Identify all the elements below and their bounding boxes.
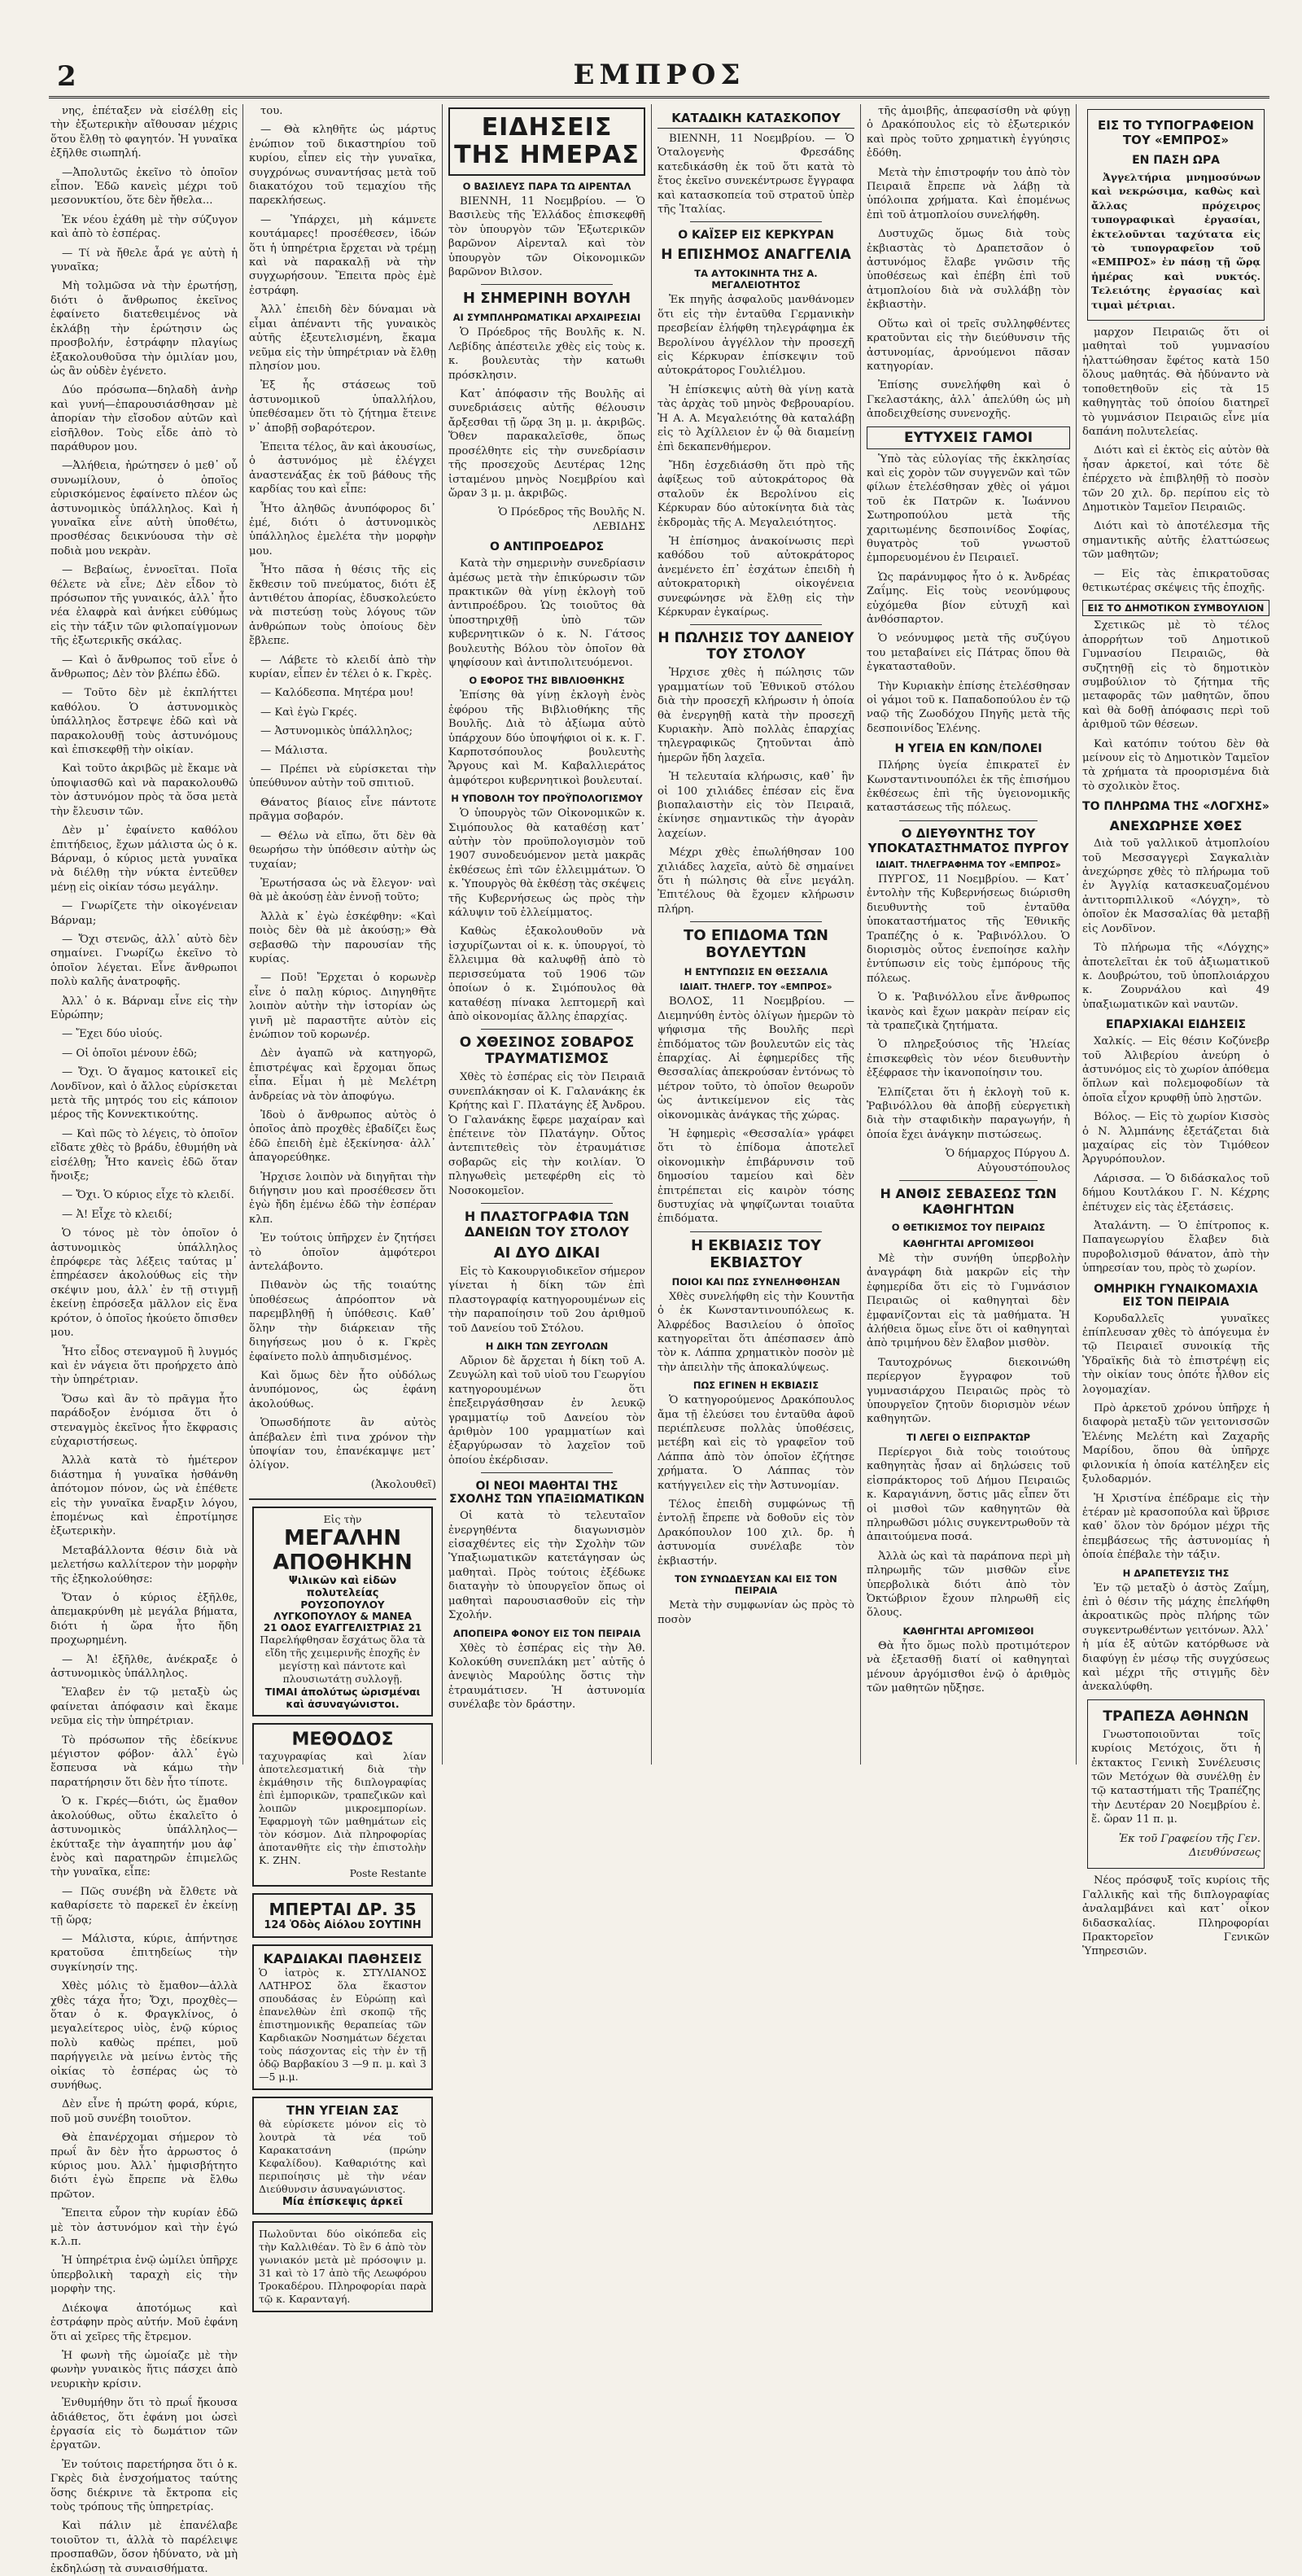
paragraph: Δύο πρόσωπα—δηλαδὴ ἀνὴρ καὶ γυνή—ἐπαρουσιάσθησαν μὲ ἀπορίαν τὴν εἴσοδον αὐτῶν καὶ εἰσῆλθον. Τοὺς εἶδε ἀπὸ τὸ παράθυρον μου. (50, 384, 238, 453)
column-1 (50, 104, 238, 2575)
paragraph: — Λάβετε τὸ κλειδί ἀπὸ τὴν κυρίαν, εἶπεν ἐν τέλει ὁ κ. Γκρὲς. (249, 654, 436, 681)
divider (690, 921, 822, 922)
paragraph: — Εἰς τὰς ἐπικρατοῦσας θετικωτέρας σκέψεις τῆς ἐποχῆς. (1082, 567, 1269, 594)
divider (899, 1180, 1038, 1181)
headline: Η ΠΛΑΣΤΟΓΡΑΦΙΑ ΤΩΝ ΔΑΝΕΙΩΝ ΤΟΥ ΣΤΟΛΟΥ (464, 1208, 630, 1240)
paragraph: Θάνατος βίαιος εἶνε πάντοτε πρᾶγμα σοβαρόν. (249, 796, 436, 824)
paragraph: — Μάλιστα. (260, 744, 328, 757)
paragraph: — Καὶ ἐγὼ Γκρές. (260, 706, 357, 719)
paragraph: Ἀλλ᾿ ἐπειδὴ δὲν δύναμαι νὰ εἶμαι ἀπέναντι τῆς γυναικὸς αὐτῆς ἐξευτελισμένη, ἔκαμα νεῦμα εἰς τὴν ὑπηρέτριαν νὰ ἔλθῃ πλησίον μου. (249, 304, 436, 373)
paragraph: — Ἀστυνομικὸς ὑπάλληλος; (260, 725, 413, 738)
ad-body: ταχυγραφίας καὶ λίαν ἀποτελεσματική διὰ τὴν ἐκμάθησιν τῆς διπλογραφίας ἐπὶ ἐμπορικῶν, τραπεζικῶν καὶ λοιπῶν μικροεμπορίων. Ἐφαρμογὴ τῶν μαθημάτων εἰς τὸν κόσμον. Διὰ πληροφορίας ἀποτανθῆτε εἰς τὴν ἐπιστολὴν Κ. ΖΗΝ. (259, 1750, 426, 1867)
paragraph: Χαλκίς. — Εἰς θέσιν Κοζύνεβρ τοῦ Ἀλιβερίου ἀνεύρη ὁ ἀστυνόμος εἰς τὸ χωρίον ἀπόθεμα ὅπλων καὶ πολεμοφοδίων τὰ ὁποῖα εἶχον κρυφθῇ ὑπὸ λῃστῶν. (1082, 1035, 1269, 1104)
headline: ΤΟ ΠΛΗΡΩΜΑ ΤΗΣ «ΛΟΓΧΗΣ» (1082, 800, 1269, 814)
advertisement-cardiac (252, 1944, 433, 2090)
paragraph: Ἐκ πηγῆς ἀσφαλοῦς μανθάνομεν ὅτι εἰς τὴν ἐνταῦθα Γερμανικὴν πρεσβείαν ἐλήφθη τηλεγράφημα ἐκ Βερολίνου ἀγγέλλον τὴν προσεχῆ εἰς Κέρκυραν ἐπίσκεψιν τοῦ αὐτοκράτορος Γουλιέλμου. (658, 294, 854, 378)
paragraph: Ἀγγελτήρια μνημοσύνων καὶ νεκρώσιμα, καθὼς καὶ ἄλλας πρόχειρος τυπογραφικαὶ ἐργασίαι, ἐκτελοῦνται ταχύτατα εἰς τὸ τυπογραφεῖον τοῦ «ΕΜΠΡΟΣ» ἐν πάσῃ τῇ ὥρᾳ ἡμέρας καὶ νυκτός. Τελειότης ἐργασίας καὶ τιμαὶ μέτριαι. (1091, 171, 1260, 311)
column-5 (867, 104, 1070, 1765)
ad-footer: Μία ἐπίσκεψις ἀρκεῖ (282, 2196, 404, 2209)
paragraph: — Ἀ! Εἶχε τὸ κλειδί; (62, 1208, 173, 1221)
paragraph: ΒΙΕΝΝΗ, 11 Νοεμβρίου. — Ὁ Ὁταλογενὴς Φρεσάδης κατεδικάσθη ἐκ τοῦ ὅτι κατὰ τὸ ἔτος ἐκεῖνο συνεκέντρωσε ἔγγραφα καὶ κατασκοπεία τοῦ στρατοῦ ὑπὲρ τῆς Ἰταλίας. (658, 133, 854, 216)
subheadline: ΙΔΙΑΙΤ. ΤΗΛΕΓΡ. ΤΟΥ «ΕΜΠΡΟΣ» (679, 982, 832, 993)
paragraph: Ἦτο πᾶσα ἡ θέσις τῆς εἰς ἔκθεσιν τοῦ πνεύματος, διότι ἐξ ἀντιθέτου ἀπορίας, ἐδυσκολεύετο νὰ πιστεύσῃ τοὺς λόγους τῶν ἀνθρώπων τοὺς ὁποίους δὲν ἔβλεπε. (249, 564, 436, 648)
divider (690, 624, 822, 625)
paragraph: Ὁ ὑπουργὸς τῶν Οἰκονομικῶν κ. Σιμόπουλος θὰ καταθέσῃ κατ᾿ αὐτὴν τὸν προϋπολογισμὸν τοῦ 1907 συνοδευόμενον μετὰ μακρᾶς ἐκθέσεως ἐπὶ τῶν ἐλλειμμάτων. Ὁ κ. Ὑπουργὸς θὰ ἐκθέσῃ τὰς σκέψεις τῆς Κυβερνήσεως ὡς πρὸς τὴν κάλυψιν τοῦ ἐλλείμματος. (448, 807, 645, 920)
paragraph: μαρχον Πειραιῶς ὅτι οἱ μαθηταὶ τοῦ γυμνασίου ἠλαττώθησαν ἔφέτος κατὰ 150 ὅλους μαθητάς. Θὰ ἠδύναντο νὰ τοποθετηθοῦν εἰς τὰ 15 καθηγητὰς τοῦ ὁποίου διατηρεῖ τὸ γυμνάσιον Πειραιῶς εἶνε μία δαπάνη πολυτελείας. (1082, 326, 1269, 438)
paragraph: Χθὲς μόλις τὸ ἔμαθον—ἀλλὰ χθὲς τάχα ἦτο; Ὄχι, προχθὲς—ὅταν ὁ κ. Φραγκλίνος, ὁ μεγαλείτερος υἱὸς, ἐνῷ κύριος πολὺ καθὼς πρέπει, μοῦ παρήγγειλε νὰ μείνω ἐντὸς τῆς οἰκίας τὸ ἑσπέρας ὡς τὸ συνήθως. (50, 1980, 238, 2092)
headline: Ο ΑΝΤΙΠΡΟΕΔΡΟΣ (489, 540, 605, 554)
paragraph: Ἦτο ἀληθῶς ἀνυπόφορος δι᾿ ἐμέ, διότι ὁ ἀστυνομικὸς ὑπάλληλος ἐμελέτα τὴν μορφὴν μου. (249, 502, 436, 558)
subheadline: ΙΔΙΑΙΤ. ΤΗΛΕΓΡΑΦΗΜΑ ΤΟΥ «ΕΜΠΡΟΣ» (876, 859, 1061, 870)
paragraph: Ἡ ἐπίσημος ἀνακοίνωσις περὶ καθόδου τοῦ αὐτοκράτορος ἀνεμένετο ἐπ᾿ ἐσχάτων ἐπειδὴ ἡ αὐτοκρατορικὴ οἰκογένεια συνεφώνησε νὰ ἔλθῃ εἰς τὴν Κέρκυραν ἐγκαίρως. (658, 535, 854, 619)
paragraph: Ἐλπίζεται ὅτι ἡ ἐκλογὴ τοῦ κ. Ῥαβινόλλου θὰ ἀποβῇ εὐεργετικὴ διὰ τὴν σταφιδικὴν παραγωγήν, ἡ ὁποία ἔχει ἀνάγκην πιστώσεως. (867, 1086, 1070, 1141)
paragraph: Ἰδοὺ ὁ ἄνθρωπος αὐτὸς ὁ ὁποῖος ἀπὸ προχθὲς ἐβαδίζει ἔως ἐδῶ ἐπειδὴ ἐμὲ ἐξεκίνησα· ἀλλ᾿ ἀπαγορεύθηκε. (249, 1109, 436, 1165)
subheadline: Η ΕΠΙΣΗΜΟΣ ΑΝΑΓΓΕΛΙΑ (661, 247, 851, 264)
paragraph: του. (260, 105, 283, 117)
paragraph: Ἐπίσης συνελήφθη καὶ ὁ Γκελαστάκης, ἀλλ᾿ ἀπελύθη ὡς μὴ ἀποδειχθείσης συνενοχῆς. (867, 379, 1070, 421)
headline: Η ΥΠΟΒΟΛΗ ΤΟΥ ΠΡΟΫΠΟΛΟΓΙΣΜΟΥ (451, 793, 643, 805)
subheadline: ΠΟΙΟΙ ΚΑΙ ΠΩΣ ΣΥΝΕΛΗΦΘΗΣΑΝ (671, 1275, 841, 1288)
headline: Η ΠΩΛΗΣΙΣ ΤΟΥ ΔΑΝΕΙΟΥ ΤΟΥ ΣΤΟΛΟΥ (658, 630, 854, 663)
paragraph: Κατὰ τὴν σημερινὴν συνεδρίασιν ἀμέσως μετὰ τὴν ἐπικύρωσιν τῶν πρακτικῶν θὰ γίνῃ ἐκλογὴ τοῦ ἀντιπροέδρου. Ὡς τοιοῦτος θὰ ὑποστηριχθῇ ὑπὸ τῶν κυβερνητικῶν ὁ κ. Ν. Γάτσος βουλευτὴς Βόλου τὸν ὁποῖον θὰ ψηφίσουν καὶ ἀντιπολιτευόμενοι. (448, 558, 645, 669)
paragraph: Ἔλαβεν ἐν τῷ μεταξὺ ὡς φαίνεται ἀπόφασιν καὶ ἔκαμε νεῦμα εἰς τὴν ὑπηρέτριαν. (50, 1686, 238, 1728)
headline: ΕΙΣ ΤΟ ΤΥΠΟΓΡΑΦΕΙΟΝ ΤΟΥ «ΕΜΠΡΟΣ» (1098, 118, 1254, 147)
headline: ΠΩΣ ΕΓΙΝΕΝ Η ΕΚΒΙΑΣΙΣ (693, 1380, 819, 1392)
column-rule (442, 104, 443, 1765)
paragraph: Πλήρης ὑγεία ἐπικρατεῖ ἐν Κωνσταντινουπόλει ἐκ τῆς ἐπισήμου ἐκθέσεως ἐπὶ τῆς ὑγειονομικῆς καταστάσεως τῆς πόλεως. (867, 759, 1070, 815)
ad-body: Πωλοῦνται δύο οἰκόπεδα εἰς τὴν Καλλιθέαν. Τὸ ἓν 6 ἀπὸ τὸν γωνιακόν μετὰ μὲ πρόσοψιν μ. 31 καὶ τὸ 17 ἀπὸ τῆς Λεωφόρου Τροκαδέρου. Πληροφορίαι παρὰ τῷ κ. Καρανταγή. (259, 2228, 426, 2306)
paragraph: Ἀλλὰ κατὰ τὸ ἡμέτερον διάστημα ἡ γυναῖκα ἠσθάνθη ἀπότομον πόνον, ὡς νὰ ἐπέθετε εἰς τὴν γυναῖκα ἔναρξιν λόγου, ἑπομένως καὶ ἐπροτίμησε ἐξωτερικὴν. (50, 1454, 238, 1538)
paragraph: Ἠρχισε χθὲς ἡ πώλησις τῶν γραμματίων τοῦ Ἐθνικοῦ στόλου διὰ τὴν προσεχῆ κλήρωσιν ἡ ὁποία θὰ ἐνεργηθῇ κατὰ τὴν προσεχῆ Κυριακὴν. Ἀπὸ πολλὰς ἐπαρχίας τηλεγραφικῶς ζητοῦνται ἀπὸ ἡμερῶν ἤδη λαχεῖα. (658, 667, 854, 764)
ad-prices: ΤΙΜΑΙ ἀπολύτως ὡρισμέναι καὶ ἀσυναγώνιστοι. (264, 1686, 421, 1711)
paragraph: — Τοῦτο δὲν μὲ ἐκπλήττει καθόλου. Ὁ ἀστυνομικὸς ὑπάλληλος ἔστρεψε ἐδῶ καὶ νὰ παρακολουθῇ τοὺς ἀστυνόμους καὶ ἐπισκεφθῇ τὴν οἰκίαν. (50, 687, 238, 757)
subheadline: Ο ΘΕΤΙΚΙΣΜΟΣ ΤΟΥ ΠΕΙΡΑΙΩΣ (891, 1222, 1046, 1233)
paragraph: Μὲ τὴν συνήθη ὑπερβολὴν ἀναγράφη διὰ μακρῶν εἰς τὴν ἐφημερίδα ὅτι εἰς τὸ Γυμνάσιον Πειραιῶς οἱ καθηγηταὶ δὲν ἐμφανίζονται εἰς τὰ μαθήματα. Ἡ ἀλήθεια ὅμως εἶνε ὅτι οἱ καθηγηταὶ ἀπὸ τριμήνου δὲν ἔλαβον μισθὸν. (867, 1253, 1070, 1350)
ad-title: ΜΠΕΡΤΑΙ ΔΡ. 35 (269, 1900, 417, 1920)
headline: Ο ΕΦΟΡΟΣ ΤΗΣ ΒΙΒΛΙΟΘΗΚΗΣ (469, 675, 625, 687)
headline: ΑΠΟΠΕΙΡΑ ΦΟΝΟΥ ΕΙΣ ΤΟΝ ΠΕΙΡΑΙΑ (452, 1627, 641, 1639)
headline: Ο ΚΑΪΣΕΡ ΕΙΣ ΚΕΡΚΥΡΑΝ (678, 229, 834, 243)
subheadline: Η ΕΝΤΥΠΩΣΙΣ ΕΝ ΘΕΣΣΑΛΙΑ (684, 966, 828, 978)
paragraph: Ἐκ νέου ἐχάθη μὲ τὴν σύζυγον καὶ ἀπὸ τὸ ἑσπέρας. (50, 213, 238, 241)
paragraph: — Θὰ κληθῆτε ὡς μάρτυς ἐνώπιον τοῦ δικαστηρίου τοῦ κυρίου, εἶπεν εἰς τὴν γυναῖκα, συγχρόνως συναντήσας μετὰ τοῦ διακατόχου τοῦ τεμαχίου τῆς παρεκλήσεως. (249, 124, 436, 208)
ad-address: 124 Ὁδὸς Αἰόλου ΣΟΥΤΙΝΗ (264, 1919, 422, 1932)
headline: ΤΟΝ ΣΥΝΩΔΕΥΣΑΝ ΚΑΙ ΕΙΣ ΤΟΝ ΠΕΙΡΑΙΑ (675, 1573, 837, 1597)
paragraph: Ἡ ὑπηρέτρια ἐνῷ ὡμίλει ὑπῆρχε ὑπερβολικὴ ταραχὴ εἰς τὴν μορφὴν της. (50, 2255, 238, 2296)
paragraph: Ἤδη ἐσχεδιάσθη ὅτι πρὸ τῆς ἀφίξεως τοῦ αὐτοκράτορος θὰ σταλοῦν ἐκ Βερολίνου εἰς Κέρκυραν δύο αὐτοκίνητα διὰ τὰς ἐκδρομὰς τῆς Α. Μεγαλειότητος. (658, 459, 854, 529)
paragraph: Ὅταν ὁ κύριος ἐξῆλθε, ἀπεμακρύνθη μὲ μεγάλα βήματα, διότι ἡ ὥρα ἦτο ἤδη προχωρημένη. (50, 1592, 238, 1647)
paragraph: Ἐν τῷ μεταξὺ ὁ ἀστὸς Ζαΐμη, ἐπὶ ὁ θέσιν τῆς μάχης ἐπελήφθη ἀκροατικῶς πρὸς πλήρης τῶν συγκεντρωθέντων γειτόνων. Ἀλλ᾿ ἡ μία ἐξ αὐτῶν κατόρθωσε νὰ διαφύγῃ ἐν μέσῳ τῆς συγχύσεως καὶ μέχρι τῆς στιγμῆς δὲν ἀνεκαλύφθη. (1082, 1581, 1269, 1694)
paragraph: — Ποῦ! Ἔρχεται ὁ κορωνὲρ εἶνε ὁ παλῃ κύριος. Διηγηθῆτε λοιπὸν αὐτὴν τὴν ἱστορίαν ὡς γινῆ μὲ παραστῆτε αὐτὸν εἰς ἐνώπιον τοῦ κορωνέρ. (249, 972, 436, 1041)
headline: Ο ΧΘΕΣΙΝΟΣ ΣΟΒΑΡΟΣ ΤΡΑΥΜΑΤΙΣΜΟΣ (459, 1034, 635, 1068)
paragraph: Ὁ κατηγορούμενος Δρακόπουλος ἄμα τῇ ἐλεύσει του ἐνταῦθα ἀφοῦ περιέπλευσε πολλὰς ὑποθέσεις, μετέβη καὶ εἰς τὸ γραφεῖον τοῦ Λάππα ἀπὸ τὸν ὁποῖον ἐζήτησε χρήματα. Ὁ Λάππας τὸν κατήγγειλεν εἰς τὴν Ἀστυνομίαν. (658, 1394, 854, 1492)
subheadline: ΑΙ ΔΥΟ ΔΙΚΑΙ (493, 1244, 601, 1262)
paragraph: Ἡ τελευταία κλήρωσις, καθ᾿ ἣν οἱ 100 χιλιάδες ἐπέσαν εἰς ἕνα βιοπαλαιστὴν εἰς τὸν Πειραιᾶ, ἐκίνησε σημαντικῶς τὴν ἀγορὰν λαχείων. (658, 771, 854, 840)
paragraph: — Θέλω νὰ εἴπω, ὅτι δὲν θὰ θεωρήσω τὴν ὑπόθεσιν αὐτὴν ὡς τυχαίαν; (249, 829, 436, 871)
divider (481, 284, 613, 285)
paragraph: Καὶ πάλιν μὲ ἐπανέλαβε τοιοῦτον τι, ἀλλὰ τὸ παρέλειψε προσπαθῶν, ὅσον ἠδύνατο, νὰ μὴ ἐκδηλώσῃ τὰ συναισθήματα. (50, 2520, 238, 2575)
divider (249, 1498, 436, 1500)
paragraph: Ἐν τούτοις ὑπῆρχεν ἐν ζητήσει τὸ ὁποῖον ἀμφότεροι ἀντελάβοντο. (249, 1232, 436, 1274)
paragraph: — Ἀ! ἐξῆλθε, ἀνέκραξε ὁ ἀστυνομικὸς ὑπάλληλος. (50, 1653, 238, 1681)
headline: ΤΙ ΛΕΓΕΙ Ο ΕΙΣΠΡΑΚΤΩΡ (906, 1431, 1031, 1443)
paragraph: Βόλος. — Εἰς τὸ χωρίον Κισσὸς ὁ Ν. Ἀλμπάνης ἐξετάζεται διὰ μαχαίρας εἰς τὸν Τιμόθεον Ἀργυρόπουλον. (1082, 1111, 1269, 1166)
subheadline: ΑΝΕΧΩΡΗΣΕ ΧΘΕΣ (1109, 818, 1243, 834)
headline: Ο ΒΑΣΙΛΕΥΣ ΠΑΡΑ ΤΩ ΑΙΡΕΝΤΑΛ (462, 181, 631, 192)
column-rule (1076, 104, 1077, 1765)
paragraph: Ταυτοχρόνως διεκοινώθη περίεργον ἔγγραφον τοῦ γυμνασιάρχου Πειραιῶς πρὸς τὸ ὑπουργεῖον ζητοῦν διορισμὸν νέων καθηγητῶν. (867, 1356, 1070, 1426)
paragraph: Διὰ τοῦ γαλλικοῦ ἀτμοπλοίου τοῦ Μεσσαγγερὶ Σαγκαλιὰν ἀνεχώρησε χθὲς τὸ πλήρωμα τοῦ ἐν Ἀγγλίᾳ κατασκευαζομένου ἀντιτορπιλλικοῦ «Λόγχη», τὸ ὁποῖον ἐκ Μασσαλίας θὰ μεταβῇ εἰς Λονδῖνον. (1082, 838, 1269, 935)
paragraph: Μὴ τολμῶσα νὰ τὴν ἐρωτήσῃ, διότι ὁ ἄνθρωπος ἐκεῖνος ἐφαίνετο διατεθειμένος νὰ ἐκλάβῃ τὴν ἐρώτησιν ὡς προσβολήν, ἐστράφην πλαγίως ἐξακολουθοῦσα τὴν ὁμιλίαν μου, ὡς ἂν οὐδὲν ἐγένετο. (50, 280, 238, 378)
column-3 (448, 104, 645, 1765)
ad-footer: Poste Restante (349, 1867, 426, 1880)
headline: ΚΑΘΗΓΗΤΑΙ ΑΡΓΟΜΙΣΘΟΙ (902, 1625, 1034, 1637)
paragraph: Οἱ κατὰ τὸ τελευταῖον ἐνεργηθέντα διαγωνισμὸν εἰσαχθέντες εἰς τὴν Σχολὴν τῶν Ὑπαξιωματικῶν κατετάγησαν ὡς μαθηταὶ. Πρὸς τούτοις ἐξέδωκε διαταγὴν τὸ ὑπουργεῖον ὅπως οἱ μαθηταὶ παρουσιασθοῦν εἰς τὴν Σχολήν. (448, 1510, 645, 1622)
subheadline: ΚΑΘΗΓΗΤΑΙ ΑΡΓΟΜΙΣΘΟΙ (902, 1238, 1034, 1249)
column-rule (242, 104, 243, 1765)
paragraph: Ἐνθυμήθην ὅτι τὸ πρωΐ ἤκουσα ἀδιάθετος, ὅτι ἐφάνη μοι ὡσεὶ ἐργασία εἰς τὸ δωμάτιον τῶν ἐργατῶν. (50, 2397, 238, 2452)
signature: Ὁ Πρόεδρος τῆς Βουλῆς Ν. ΛΕΒΙΔΗΣ (498, 506, 645, 533)
paragraph: Ἡ φωνὴ τῆς ὡμοίαζε μὲ τὴν φωνὴν γυναικὸς ἥτις πάσχει ἀπὸ νευρικὴν κρίσιν. (50, 2349, 238, 2390)
paragraph: Καὶ τοῦτο ἀκριβῶς μὲ ἔκαμε νὰ ὑποψιασθῶ καὶ νὰ παρακολουθῶ τὸν ἀστυνόμον πρὸς τὰ ὅσα μετὰ τὴν ἔλευσιν τῶν. (50, 763, 238, 818)
paragraph: Θὰ ἦτο ὅμως πολὺ προτιμότερον νὰ ἐξετασθῇ διατί οἱ καθηγηταὶ μένουν ἀργόμισθοι ἐνῷ ὁ ἀριθμὸς τῶν μαθητῶν ηὔξησε. (867, 1639, 1070, 1695)
paragraph: Καθὼς ἐξακολουθοῦν νὰ ἰσχυρίζωνται οἱ κ. κ. ὑπουργοί, τὸ ἔλλειμμα θὰ καλυφθῇ ἀπὸ τὸ περισσεύματα τοῦ 1906 τῶν ὁποίων ὁ κ. Σιμόπουλος θὰ καταθέσῃ πίνακα λεπτομερῆ καὶ ἀπὸ οἰκονομίας ἄλλης ἐπαρχίας. (448, 925, 645, 1023)
paragraph: νης, ἐπέταξεν νὰ εἰσέλθῃ εἰς τὴν ἐξωτερικὴν αἴθουσαν μέχρις ὅτου ἔλθῃ τὸ φαγητόν. Ἡ γυναῖκα ἐξῆλθε σιωπηλή. (50, 105, 238, 160)
column-rule (860, 104, 861, 1765)
ad-title: ΜΕΘΟΔΟΣ (291, 1730, 394, 1751)
headline: Η ΔΙΚΗ ΤΩΝ ΖΕΥΓΟΛΩΝ (485, 1340, 609, 1352)
ad-address: 21 ΟΔΟΣ ΕΥΑΓΓΕΛΙΣΤΡΙΑΣ 21 (263, 1622, 422, 1634)
divider (690, 221, 822, 222)
paragraph: Γνωστοποιοῦνται τοῖς κυρίοις Μετόχοις, ὅτι ἡ ἐκτακτος Γενικὴ Συνέλευσις τῶν Μετόχων θὰ συνέλθῃ ἐν τῷ καταστήματι τῆς Τραπέζης τὴν Δευτέραν 20 Νοεμβρίου ἐ. ἔ. ὥραν 11 π. μ. (1091, 1728, 1260, 1826)
paragraph: — Γνωρίζετε τὴν οἰκογένειαν Βάρναμ; (50, 900, 238, 927)
paragraph: — Ὄχι. Ὁ κύριος εἶχε τὸ κλειδί. (62, 1189, 234, 1202)
paragraph: Ὁ πληρεξούσιος τῆς Ἠλείας ἐπισκεφθεὶς τὸν νέον διευθυντὴν ἐξέφρασε τὴν ἱκανοποίησιν του. (867, 1039, 1070, 1080)
paragraph: Ἡ Χριστίνα ἐπέδραμε εἰς τὴν ἑτέραν μὲ κρασοπούλα καὶ ὕβρισε καθ᾿ ὅλον τὸν δρόμον μέχρι τῆς ἐπεμβάσεως τῆς ἀστυνομίας ἡ ὁποία ἐπέβαλε τὴν τάξιν. (1082, 1492, 1269, 1562)
subheadline: ΤΑ ΑΥΤΟΚΙΝΗΤΑ ΤΗΣ Α. ΜΕΓΑΛΕΙΟΤΗΤΟΣ (694, 268, 818, 291)
ad-body: Ὁ ἰατρὸς κ. ΣΤΥΛΙΑΝΟΣ ΛΑΤΗΡΟΣ ὅλα ἕκαστον σπουδάσας ἐν Εὐρώπῃ καὶ ἐπανελθὼν ἐπὶ σκοπῷ τῆς ἐπιστημονικῆς θεραπείας τῶν Καρδιακῶν Νοσημάτων δέχεται τοὺς πάσχοντας εἰς τὴν ἐν τῇ ὁδῷ Βαρβακίου 3 —9 π. μ. καὶ 3—5 μ.μ. (259, 1966, 426, 2084)
paragraph: Ὁ κ. Ῥαβινόλλου εἶνε ἄνθρωπος ἱκανὸς καὶ ἔχων μακρὰν πείραν εἰς τὰ τραπεζικὰ ζητήματα. (867, 991, 1070, 1032)
paragraph: Αὔριον δὲ ἄρχεται ἡ δίκη τοῦ Α. Ζευγώλη καὶ τοῦ υἱοῦ του Γεωργίου κατηγορουμένων ὅτι ἐπεξειργάσθησαν ἐν λευκῷ γραμματίῳ τοῦ Δανείου τὸν ἀριθμὸν 100 γραμματίων καὶ ἐξαργύρωσαν τὸ λαχεῖον τοῦ ὁποίου ἐκέρδισαν. (448, 1355, 645, 1467)
paragraph: Καὶ κατόπιν τούτου δὲν θὰ μείνουν εἰς τὸ Δημοτικὸν Ταμεῖον τὰ χρήματα τὰ προορισμένα διὰ τὸ σχολικὸν ἔτος. (1082, 737, 1269, 793)
paragraph: Χθὲς συνελήφθη εἰς τὴν Κουντῆα ὁ ἐκ Κωνσταντινουπόλεως κ. Ἀλφρέδος Βασιλείου ὁ ὁποῖος κατηγορεῖται ὅτι ἀπέσπασεν ἀπὸ τὸν κ. Λάππα χρηματικὸν ποσὸν μὲ τὴν ἀπειλὴν τῆς ἀποκαλύψεως. (658, 1290, 854, 1374)
paragraph: ΒΙΕΝΝΗ, 11 Νοεμβρίου. — Ὁ Βασιλεὺς τῆς Ἑλλάδος ἐπισκεφθῆ τὸν ὑπουργὸν τῶν Ἐξωτερικῶν βαρῶνον Αἰρενταλ καὶ τὸν ὑπουργὸν τῶν Οἰκονομικῶν βαρῶνον Βιλσον. (448, 195, 645, 279)
paragraph: Δὲν ἀγαπῶ νὰ κατηγορῶ, ἐπιστρέψας καὶ ἔρχομαι ὅπως εἶπα. Εἶμαι ἡ μὲ Μελέτρη ἀνδρείας νὰ τὸν ἀποφύγω. (249, 1047, 436, 1103)
paragraph: — Πρέπει νὰ εὑρίσκεται τὴν ὑπεύθυνον αὐτὴν τοῦ σπιτιοῦ. (249, 763, 436, 790)
ad-title: ΜΕΓΑΛΗΝ ΑΠΟΘΗΚΗΝ (273, 1526, 413, 1576)
signature: Ὁ δήμαρχος Πύργου Δ. Αὐγουστόπουλος (945, 1148, 1070, 1174)
ad-prefix: Εἰς τὴν (323, 1513, 362, 1526)
paragraph: Κατ᾿ ἀπόφασιν τῆς Βουλῆς αἱ συνεδριάσεις αὐτῆς θέλουσιν ἄρξεσθαι τῇ ὥρᾳ 3η μ. μ. ἀκριβῶς. Ὅθεν παρακαλεῖσθε, ὅπως προσέλθητε εἰς τὴν συνεδρίασιν τῆς προσεχοῦς Δευτέρας 12ης ἰσταμένου μηνὸς Νοεμβρίου καὶ ὥραν 3 μ. μ. ἀκριβῶς. (448, 388, 645, 500)
paragraph: — Ἔχει δύο υἱούς. (62, 1028, 163, 1041)
paragraph: Ἐν τούτοις παρετήρησα ὅτι ὁ κ. Γκρὲς διὰ ἐνσχοήματος ταύτης ὅσης διέκρινε τὰ ἔκτροπα εἰς τοὺς τρόπους τῆς ὑπηρετρίας. (50, 2458, 238, 2513)
paragraph: Χθὲς τὸ ἑσπέρας εἰς τὴν Ἀθ. Κολοκύθη συνεπλάκη μετ᾿ αὐτῆς ὁ ἀνεψιὸς Μαρούλης ὅστις τὴν ἐτραυμάτισεν. Ἡ ἀστυνομία συνέλαβε τὸν δράστην. (448, 1642, 645, 1712)
paragraph: — Οἱ ὁποῖοι μένουν ἐδῶ; (62, 1047, 198, 1060)
paragraph: Τέλος ἐπειδὴ συμφώνως τῇ ἐντολῇ ἔπρεπε νὰ δοθοῦν εἰς τὸν Δρακόπουλον 100 χιλ. δρ. ἡ ἀστυνομία συνέλαβε τὸν ἐκβιαστήν. (658, 1498, 854, 1568)
paragraph: Δὲν μ᾿ ἐφαίνετο καθόλου ἐπιτήδειος, ἔχων μάλιστα ὡς ὁ κ. Βάρναμ, ὁ κύριος μετὰ γυναῖκα νὰ διέλθῃ τὴν νύκτα ἐντεῦθεν μένῃ εἰς οἰκίαν τόσω μεγάλην. (50, 824, 238, 894)
advertisement-store (252, 1507, 433, 1717)
ad-body: Παρελήφθησαν ἔσχάτως ὅλα τὰ εἴδη τῆς χειμερινῆς ἐποχῆς ἐν μεγίστῃ καὶ πάντοτε καὶ πλουσιωτάτῃ συλλογῇ. (260, 1634, 426, 1686)
paragraph: Δὲν εἶνε ἡ πρώτη φορά, κύριε, ποῦ μοῦ συνέβη τοιοῦτον. (50, 2098, 238, 2125)
headline: Η ΥΓΕΙΑ ΕΝ ΚΩΝ/ΠΟΛΕΙ (894, 742, 1042, 756)
paragraph: — Καὶ πῶς τὸ λέγεις, τὸ ὁποῖον εἴδατε χθὲς τὸ βράδυ, ἐθυμήθη νὰ εἰσέλθῃ; Ἦτο κανεὶς ἐδῶ ὅταν ἤνοιξε; (50, 1127, 238, 1183)
column-4 (658, 104, 854, 1765)
headline: Η ΔΡΑΠΕΤΕΥΣΙΣ ΤΗΣ (1122, 1567, 1230, 1579)
headline: ΕΙΣ ΤΟ ΔΗΜΟΤΙΚΟΝ ΣΥΜΒΟΥΛΙΟΝ (1082, 600, 1269, 616)
column-6 (1082, 104, 1269, 1958)
advertisement-plots (252, 2221, 433, 2312)
ad-title: ΚΑΡΔΙΑΚΑΙ ΠΑΘΗΣΕΙΣ (263, 1951, 422, 1967)
paragraph: Τὴν Κυριακὴν ἐπίσης ἐτελέσθησαν οἱ γάμοι τοῦ κ. Παπαδοπούλου ἐν τῷ ναῷ τῆς Ζωοδόχου Πηγῆς μετὰ τῆς δεσποινίδος Ἑλένης. (867, 680, 1070, 735)
divider (899, 820, 1038, 821)
paragraph: Ἦτο εἶδος στεναγμοῦ ἢ λυγμός καὶ ἐν νάγεια ὅτι προήρχετο ἀπὸ τὴν ὑπηρέτριαν. (50, 1345, 238, 1387)
paragraph: Οὕτω καὶ οἱ τρεῖς συλληφθέντες κρατοῦνται εἰς τὴν διεύθυνσιν τῆς ἀστυνομίας, ἀρνούμενοι πᾶσαν κατηγορίαν. (867, 317, 1070, 373)
paragraph: ΒΟΛΟΣ, 11 Νοεμβρίου. — Διεμηνύθη ἐντὸς ὀλίγων ἡμερῶν τὸ ψήφισμα τῆς Βουλῆς περὶ ἐπιδόματος τῶν βουλευτῶν εἰς τὰς ἐπαρχίας. Αἱ ἐφημερίδες τῆς Θεσσαλίας ἀπεκρούσαν ἐντόνως τὸ μέτρον τοῦτο, τὸ ὁποῖον θεωροῦν ὡς ἀντικείμενον εἰς τὰς οἰκονομικὰς ἀνάγκας τῆς χώρας. (658, 995, 854, 1122)
paragraph: Μετὰ τὴν συμφωνίαν ὡς πρὸς τὸ ποσὸν (658, 1599, 854, 1626)
paragraph: — Μάλιστα, κύριε, ἀπήντησε κρατοῦσα ἐπιτηδείως τὴν συγκίνησίν της. (50, 1932, 238, 1974)
paragraph: — Πῶς συνέβη νὰ ἔλθετε νὰ καθαρίσετε τὸ παρεκεῖ ἐν ἐκείνῃ τῇ ὥρᾳ; (50, 1885, 238, 1927)
masthead (49, 57, 1269, 98)
paragraph: — Καὶ ὁ ἄνθρωπος τοῦ εἶνε ὁ ἄνθρωπος; Δὲν τὸν βλέπω ἐδῶ. (50, 654, 238, 681)
paragraph: Ἡ ἐφημερὶς «Θεσσαλία» γράφει ὅτι τὸ ἐπίδομα ἀποτελεῖ οἰκονομικὴν ἐπιβάρυνσιν τοῦ δημοσίου ταμείου καὶ δὲν ἐπιτρέπεται εἰς καιρὸν τόσης δυστυχίας νὰ ψηφίζωνται τοιαῦτα ἐπιδόματα. (658, 1127, 854, 1226)
paragraph: — Ὄχι. Ὁ ἄγαμος κατοικεῖ εἰς Λονδῖνον, καὶ ὁ ἄλλος εὑρίσκεται μετὰ τῆς μητρός του εἰς κάποιον μέρος τῆς Κοννεκτικούτης. (50, 1066, 238, 1122)
paragraph: Ὅσω καὶ ἂν τὸ πρᾶγμα ἦτο παράδοξον ἐνόμισα ὅτι ὁ στεναγμὸς ἐκεῖνος ἦτο ἔκφρασις εὐχαριστήσεως. (50, 1393, 238, 1448)
paragraph: Ὁπωσδήποτε ἂν αὐτὸς ἀπέβαλεν ἐπὶ τινα χρόνον τὴν ὑποψίαν του, ἐπανέκαμψε μετ᾿ ὀλίγον. (249, 1417, 436, 1472)
advertisement-health (252, 2097, 433, 2215)
headline: Η ΑΝΘΙΣ ΣΕΒΑΣΕΩΣ ΤΩΝ ΚΑΘΗΓΗΤΩΝ (880, 1186, 1057, 1217)
paragraph: Μετὰ τὴν ἐπιστροφήν του ἀπὸ τὸν Πειραιᾶ ἔπρεπε νὰ λάβῃ τὰ ὑπόλοιπα χρήματα. Καὶ ἑπομένως ἐπὶ τοῦ ἀτμοπλοίου συνελήφθη. (867, 166, 1070, 221)
headline: Η ΕΚΒΙΑΣΙΣ ΤΟΥ ΕΚΒΙΑΣΤΟΥ (690, 1236, 822, 1271)
paragraph: Διότι καὶ τὸ ἀποτέλεσμα τῆς σημαντικῆς αὐτῆς ἐλαττώσεως τῶν μαθητῶν; (1082, 520, 1269, 562)
divider (481, 1472, 613, 1473)
divider (481, 1203, 613, 1204)
paragraph: Ἀλλ᾿ ὁ κ. Βάρναμ εἶνε εἰς τὴν Εὐρώπην; (50, 995, 238, 1021)
headline: Ο ΔΙΕΥΘΥΝΤΗΣ ΤΟΥ ΥΠΟΚΑΤΑΣΤΗΜΑΤΟΣ ΠΥΡΓΟΥ (867, 825, 1069, 855)
bank-notice (1087, 1699, 1265, 1870)
paragraph: Ὡς παράνυμφος ἦτο ὁ κ. Ἀνδρέας Ζαΐμης. Εἰς τοὺς νεονύμφους εὐχόμεθα βίον εὐτυχῆ καὶ ἀνθόσπαρτον. (867, 571, 1070, 626)
headline: Η ΣΗΜΕΡΙΝΗ ΒΟΥΛΗ (462, 290, 631, 308)
paragraph: Καὶ ὅμως δὲν ἦτο οὐδόλως ἀνυπόμονος, ὡς ἐφάνη ἀκολούθως. (249, 1369, 436, 1410)
column-2 (249, 104, 436, 2306)
paragraph: Ἀλλὰ κ᾿ ἐγὼ ἐσκέφθην: «Καὶ ποιὸς δὲν θὰ μὲ ἀκούσῃ;» Θὰ σεβασθῶ τὴν παρουσίαν τῆς κυρίας. (249, 910, 436, 965)
paragraph: — Ὄχι στενῶς, ἀλλ᾿ αὐτὸ δὲν σημαίνει. Γνωρίζω ἐκεῖνο τὸ ὁποῖον λέγεται. Εἶνε ἄνθρωποι πολὺ καλῆς ἀνατροφῆς. (50, 933, 238, 989)
paragraph: Ἐκ τοῦ Γραφείου τῆς Γεν. Διευθύνσεως (1118, 1832, 1260, 1860)
paragraph: Τὸ πλήρωμα τῆς «Λόγχης» ἀποτελεῖται ἐκ τοῦ ἀξιωματικοῦ κ. Δουβρώτου, τοῦ ὑποπλοιάρχου κ. Ζουρνάλου καὶ 49 ὑπαξιωματικῶν καὶ ναυτῶν. (1082, 942, 1269, 1011)
paragraph: Ἡ ἐπίσκεψις αὐτὴ θὰ γίνῃ κατὰ τὰς ἀρχὰς τοῦ μηνὸς Φεβρουαρίου. Ἡ Α. Α. Μεγαλειότης θὰ καταλάβῃ εἰς τὸ Ἀχίλλειον ἐν ᾧ θὰ διαμείνῃ ἐπὶ δεκαπενθήμερον. (658, 383, 854, 453)
paragraph: Ἐπειτα τέλος, ἂν καὶ ἀκουσίως, ὁ ἀστυνόμος μὲ ἐλέγχει ἀναστενάξας ἐκ τοῦ βάθους τῆς καρδίας του καὶ εἶπε: (249, 440, 436, 496)
paragraph: —Ἀλήθεια, ἠρώτησεν ὁ μεθ᾿ οὗ συνωμίλουν, ὁ ὁποῖος εὑρισκόμενος ἐφαίνετο πλέον ὡς ἀστυνομικὸς ὑπάλληλος. Καὶ ἡ γυναῖκα εἶνε αὐτὴ ὑποθέτω, προσθέσας δεικνύουσα τὴν σὲ ποδιὰ μου νεκρὰν. (50, 460, 238, 558)
paragraph: Ἐρωτήσασα ὡς νὰ ἔλεγον· ναὶ θὰ μὲ ἀκούσῃ ἐὰν ἐννοῇ τοῦτο; (249, 877, 436, 904)
paragraph: Εἰς τὸ Κακουργιοδικεῖον σήμερον γίνεται ἡ δίκη τῶν ἐπὶ πλαστογραφίᾳ κατηγορουμένων εἰς τὴν παραποίησιν τοῦ 2ου ἀριθμοῦ τοῦ Δανείου τοῦ Στόλου. (448, 1265, 645, 1335)
paragraph: Ὑπὸ τὰς εὐλογίας τῆς ἐκκλησίας καὶ εἰς χορὸν τῶν συγγενῶν καὶ τῶν φίλων ἐτελέσθησαν χθὲς οἱ γάμοι τοῦ ἐκ Πατρῶν κ. Ἰωάννου Σωτηροπούλου μετὰ τῆς χαριτωμένης δεσποινίδος Σοφίας, θυγατρὸς τοῦ γνωστοῦ ἐμπορευομένου ἐν Πειραιεῖ. (867, 453, 1070, 565)
paragraph: τῆς ἀμοιβῆς, ἀπεφασίσθη νὰ φύγῃ ὁ Δρακόπουλος εἰς τὸ ἐξωτερικόν καὶ πρὸς τοῦτο χρηματικὴ ἐγγύησις ἐδόθη. (867, 105, 1070, 160)
page-number: 2 (57, 60, 76, 93)
paragraph: Ἐξ ἧς στάσεως τοῦ ἀστυνομικοῦ ὑπαλλήλου, ὑπεθέσαμεν ὅτι τὸ ζήτημα ἔτεινε ν᾿ ἀποβῇ σοβαρότερον. (249, 379, 436, 435)
subheadline: ΑΙ ΣΥΜΠΛΗΡΩΜΑΤΙΚΑΙ ΑΡΧΑΙΡΕΣΙΑΙ (452, 312, 641, 324)
headline: ΚΑΤΑΔΙΚΗ ΚΑΤΑΣΚΟΠΟΥ (658, 111, 854, 129)
divider (481, 1029, 613, 1030)
paragraph: Διέκοψα ἀποτόμως καὶ ἐστράφην πρὸς αὐτήν. Μοῦ ἐφάνη ὅτι αἱ χεῖρες τῆς ἔτρεμον. (50, 2302, 238, 2343)
paragraph: Περίεργοι διὰ τοὺς τοιούτους καθηγητὰς ἦσαν αἱ δηλώσεις τοῦ εἰσπράκτορος τοῦ Δήμου Πειραιῶς κ. Καραγιάννη, ὅστις μᾶς εἶπεν ὅτι οἱ μισθοὶ τῶν καθηγητῶν θὰ πληρωθῶσι μόλις συγκεντρωθοῦν τὰ ἀπαιτούμενα ποσά. (867, 1445, 1070, 1544)
headline: ΤΟ ΕΠΙΔΟΜΑ ΤΩΝ ΒΟΥΛΕΥΤΩΝ (684, 927, 828, 962)
headline: ΟΜΗΡΙΚΗ ΓΥΝΑΙΚΟΜΑΧΙΑ ΕΙΣ ΤΟΝ ΠΕΙΡΑΙΑ (1094, 1282, 1258, 1309)
paragraph: Ὁ Πρόεδρος τῆς Βουλῆς κ. Ν. Λεβίδης ἀπέστειλε χθὲς εἰς τοὺς κ. κ. βουλευτὰς τὴν κατωθι πρόσκλησιν. (448, 326, 645, 382)
paragraph: Νέος πρόσφυξ τοῖς κυρίοις τῆς Γαλλικῆς καὶ τῆς διπλογραφίας ἀναλαμβάνει καὶ κατ᾿ οἶκον διδασκαλίας. Πληροφορίαι Πρακτορεῖον Γενικῶν Ὑπηρεσιῶν. (1082, 1874, 1269, 1958)
ad-title: ΤΗΝ ΥΓΕΙΑΝ ΣΑΣ (286, 2103, 400, 2119)
paragraph: Θὰ ἐπανέρχομαι σήμερον τὸ πρωΐ ἂν δὲν ἦτο ἀρρωστος ὁ κύριος μου. Ἀλλ᾿ ἡμφισβήτητο διότι ἐγὼ ἔπρεπε νὰ ἔλθω πρῶτον. (50, 2132, 238, 2201)
section-title: ΕΙΔΗΣΕΙΣ ΤΗΣ ΗΜΕΡΑΣ (448, 107, 645, 176)
ad-body: θὰ εὑρίσκετε μόνον εἰς τὸ λουτρὰ τὰ νέα τοῦ Καρακατσάνη (πρώην Κεφαλίδου). Καθαριότης καὶ περιποίησις μὲ τὴν νέαν Διεύθυνσιν ἀσυναγώνιστος. (259, 2118, 426, 2196)
paragraph: Ὁ κ. Γκρές—διότι, ὡς ἔμαθον ἀκολούθως, οὕτω ἐκαλεῖτο ὁ ἀστυνομικὸς ὑπάλληλος—ἐκύτταξε τὴν ἀγαπητήν μου ἀφ᾿ ἑνὸς καὶ παρατηρῶν ἐπιμελῶς τὴν γυναῖκα, εἶπε: (50, 1795, 238, 1879)
ad-subtitle: Ψιλικῶν καὶ εἰδῶν πολυτελείας (288, 1575, 397, 1600)
paragraph: Ἐπίσης θὰ γίνῃ ἐκλογὴ ἐνὸς ἐφόρου τῆς Βιβλιοθήκης τῆς Βουλῆς. Διὰ τὸ ἀξίωμα αὐτὸ ὑπάρχουν δύο ὑποψήφιοι οἱ κ. κ. Γ. Καρποτσόπουλος βουλευτὴς Ἄργους καὶ Μ. Καβαλλιεράτος ἀμφότεροι κυβερνητικοὶ βουλευταί. (448, 689, 645, 787)
ad-owner: ΡΟΥΣΟΠΟΥΛΟΥ ΛΥΓΚΟΠΟΥΛΟΥ & ΜΑΝΕΑ (273, 1599, 412, 1623)
paragraph: Πρὸ ἀρκετοῦ χρόνου ὑπῆρχε ἡ διαφορὰ μεταξὺ τῶν γειτονισσῶν Ἑλένης Μελέτη καὶ Ζαχαρῆς Μαρίδου, ὅπου θὰ ὑπῆρχε φιλονικία ἡ ὁποία κατέληξεν εἰς ξυλοδαρμόν. (1082, 1402, 1269, 1486)
paragraph: — Βεβαίως, ἐννοεῖται. Ποῖα θέλετε νὰ εἶνε; Δὲν εἶδον τὸ πρόσωπον τῆς γυναικός, ἀλλ᾿ ἦτο νέα ἐλαφρὰ καὶ ἀνήκει εὐθύμως εἰς τὴν τάξιν τῶν φιλοπαίγμονων τῆς ἐξωτερικῆς σκάλας. (50, 564, 238, 648)
paragraph: — Καλόδεσπα. Μητέρα μου! (260, 687, 414, 700)
paragraph: Ἔπειτα εὗρον τὴν κυρίαν ἐδῶ μὲ τὸν ἀστυνόμον καὶ τὴν ἐγώ κ.λ.π. (50, 2207, 238, 2249)
paragraph: Μεταβάλλοντα θέσιν διὰ νὰ μελετήσω καλλίτερον τὴν μορφὴν τῆς ἐξηκολούθησε: (50, 1544, 238, 1585)
continuation-note: (Ἀκολουθεῖ) (370, 1478, 436, 1491)
advertisement-coats (252, 1893, 433, 1938)
paragraph: ΠΥΡΓΟΣ, 11 Νοεμβρίου. — Κατ᾿ ἐντολὴν τῆς Κυβερνήσεως διώρισθη διευθυντὴς τοῦ ἐνταῦθα ὑποκαταστήματος τῆς Ἐθνικῆς Τραπέζης ὁ κ. Ῥαβινόλλου. Ὁ διορισμὸς οὗτος ἐνεποίησε καλὴν ἐντύπωσιν εἰς τοὺς ἐμπόρους τῆς πόλεως. (867, 873, 1070, 985)
subheadline: ΕΝ ΠΑΣΗ ΩΡΑ (1132, 154, 1220, 167)
paragraph: Ὁ τόνος μὲ τὸν ὁποῖον ὁ ἀστυνομικὸς ὑπάλληλος ἐπρόφερε τὰς λέξεις ταύτας μ᾿ ἐπηρέασεν ἀκολούθως εἰς τὴν σκέψιν μου, ἀλλ᾿ ἐν τῇ στιγμῇ ἐκείνῃ ἐπρόσεξα μᾶλλον εἰς ἕνα κρότον, ὁ ὁποῖος ἠκούετο ὄπισθεν μου. (50, 1227, 238, 1340)
paragraph: Λάρισσα. — Ὁ διδάσκαλος τοῦ δήμου Κουτλάκου Γ. Ν. Κέχρης ἐπέτυχεν εἰς τὰς ἐξετάσεις. (1082, 1172, 1269, 1214)
paragraph: Σχετικῶς μὲ τὸ τέλος ἀπορρήτων τοῦ Δημοτικοῦ Γυμνασίου Πειραιῶς, θὰ συζητηθῇ εἰς τὸ δημοτικὸν συμβούλιον τὸ ζήτημα τῆς μεταφορᾶς τῶν μαθητῶν, ὅπου καὶ θὰ δοθῇ ἀπόφασις περὶ τοῦ ἀριθμοῦ τῶν θέσεων. (1082, 619, 1269, 732)
paragraph: —Ἀπολυτῶς ἐκεῖνο τὸ ὁποῖον εἶπον. Ἐδῶ κανεὶς μέχρι τοῦ μεσονυκτίου, ὅτε δὲν ἤθελα... (50, 166, 238, 208)
divider (690, 1231, 822, 1232)
headline: ΕΠΑΡΧΙΑΚΑΙ ΕΙΔΗΣΕΙΣ (1105, 1018, 1247, 1032)
column-rule (651, 104, 652, 1765)
paragraph: Κορυδαλλεῖς γυναῖκες ἐπίπλευσαν χθὲς τὸ ἀπόγευμα ἐν τῷ Πειραιεῖ συνοικίᾳ τῆς Ὑδραϊκῆς διὰ τὸ ἐπιστρέψῃ εἰς τὴν οἰκίαν τους ὁπότε ἦλθον εἰς λογομαχίαν. (1082, 1312, 1269, 1396)
paragraph: Ἀλλὰ ὡς καὶ τὰ παράπονα περὶ μὴ πληρωμῆς τῶν μισθῶν εἶνε ὑπερβολικὰ διότι ἀπὸ τὸν Ὀκτώβριον ἔχουν πληρωθῆ εἰς ὅλους. (867, 1550, 1070, 1620)
print-shop-notice (1087, 109, 1265, 321)
paragraph: Τὸ πρόσωπον τῆς ἐδείκνυε μέγιστον φόβον· ἀλλ᾿ ἐγὼ ἔσπευσα νὰ κάμω τὴν παρατήρησιν ὅτι δὲν ἦτο τίποτε. (50, 1734, 238, 1789)
paragraph: Ἀταλάντη. — Ὁ ἐπίτροπος κ. Παπαγεωργίου ἔλαβεν διὰ πυροβολισμοῦ θάνατον, ἀπὸ τὴν ὑπηρεσίαν του, πρὸς τὸ χωρίον. (1082, 1220, 1269, 1275)
paragraph: Ὁ νεόνυμφος μετὰ τῆς συζύγου του μεταβαίνει εἰς Πάτρας ὅπου θὰ ἐγκατασταθοῦν. (867, 632, 1070, 674)
paragraph: Πιθανὸν ὡς τῆς τοιαύτης ὑποθέσεως ἀπρόοπτον νὰ παρεμβληθῇ ἡ ὑπόθεσις. Καθ᾿ ὅλην τὴν διάρκειαν τῆς διηγήσεως μου ὁ κ. Γκρὲς ἐφαίνετο πολὺ ἀπηυδισμένος. (249, 1279, 436, 1363)
paragraph: Ἠρχισε λοιπὸν νὰ διηγῆται τὴν διήγησιν μου καὶ προσέθεσεν ὅτι ἐγὼ ἤδη ἐμένω ἐδῶ τὴν ἐσπέραν κλπ. (249, 1170, 436, 1226)
paragraph: Διότι καὶ εἰ ἐκτὸς εἰς αὐτὸν θὰ ἦσαν ἀρκετοί, καὶ τότε δὲ ἐπέρχετο νὰ ἐπιβληθῇ τὸ ποσὸν τῶν 20 χιλ. δρ. περίπου εἰς τὸ Δημοτικὸν Ταμεῖον Πειραιῶς. (1082, 444, 1269, 514)
paragraph: — Τί νὰ ἤθελε ἆρά γε αὐτὴ ἡ γυναῖκα; (50, 247, 238, 274)
headline: ΕΥΤΥΧΕΙΣ ΓΑΜΟΙ (867, 426, 1070, 449)
newspaper-title: ΕΜΠΡΟΣ (573, 59, 745, 91)
advertisement-method (252, 1723, 433, 1887)
paragraph: — Ὑπάρχει, μὴ κάμνετε κουτάμαρες! προσέθεσεν, ἰδών ὅτι ἡ ὑπηρέτρια ἔρχεται νὰ τρέμῃ καὶ νὰ παρακαλῇ νὰ τὴν συγχωρήσουν. Ἔπειτα πρὸς ἐμὲ ἐστράφη. (249, 213, 436, 297)
paragraph: Χθὲς τὸ ἑσπέρας εἰς τὸν Πειραιᾶ συνεπλάκησαν οἱ Κ. Γαλανάκης ἐκ Κρήτης καὶ Γ. Πλατάγης ἐξ Ἀνδρου. Ὁ Γαλανάκης ἔφερε μαχαίραν καὶ ἐπέτεινε τὸν Πλατάγην. Οὗτος ἀντεπιτεθεὶς τὸν ἐτραυμάτισε σοβαρῶς εἰς τὴν κοιλίαν. Ὁ πληγωθεὶς μετεφέρθη εἰς τὸ Νοσοκομεῖον. (448, 1071, 645, 1197)
paragraph: Δυστυχῶς ὅμως διὰ τοὺς ἐκβιαστὰς τὸ Δραπετσᾶον ὁ ἀστυνόμος ἔλαβε γνῶσιν τῆς ὑποθέσεως καὶ ἐπέβη ἐπὶ τοῦ ἀτμοπλοίου διὰ νὰ συλλάβῃ τὸν ἐκβιαστὴν. (867, 228, 1070, 312)
paragraph: Μέχρι χθὲς ἐπωλήθησαν 100 χιλιάδες λαχεῖα, αὐτὸ δὲ σημαίνει ὅτι ἡ πώλησις θὰ εἶνε μεγάλη. Ἐπιτέλους θὰ ἔχομεν κλήρωσιν πλήρη. (658, 846, 854, 916)
headline: ΟΙ ΝΕΟΙ ΜΑΘΗΤΑΙ ΤΗΣ ΣΧΟΛΗΣ ΤΩΝ ΥΠΑΞΙΩΜΑΤΙΚΩΝ (449, 1480, 644, 1507)
headline: ΤΡΑΠΕΖΑ ΑΘΗΝΩΝ (1103, 1708, 1249, 1725)
